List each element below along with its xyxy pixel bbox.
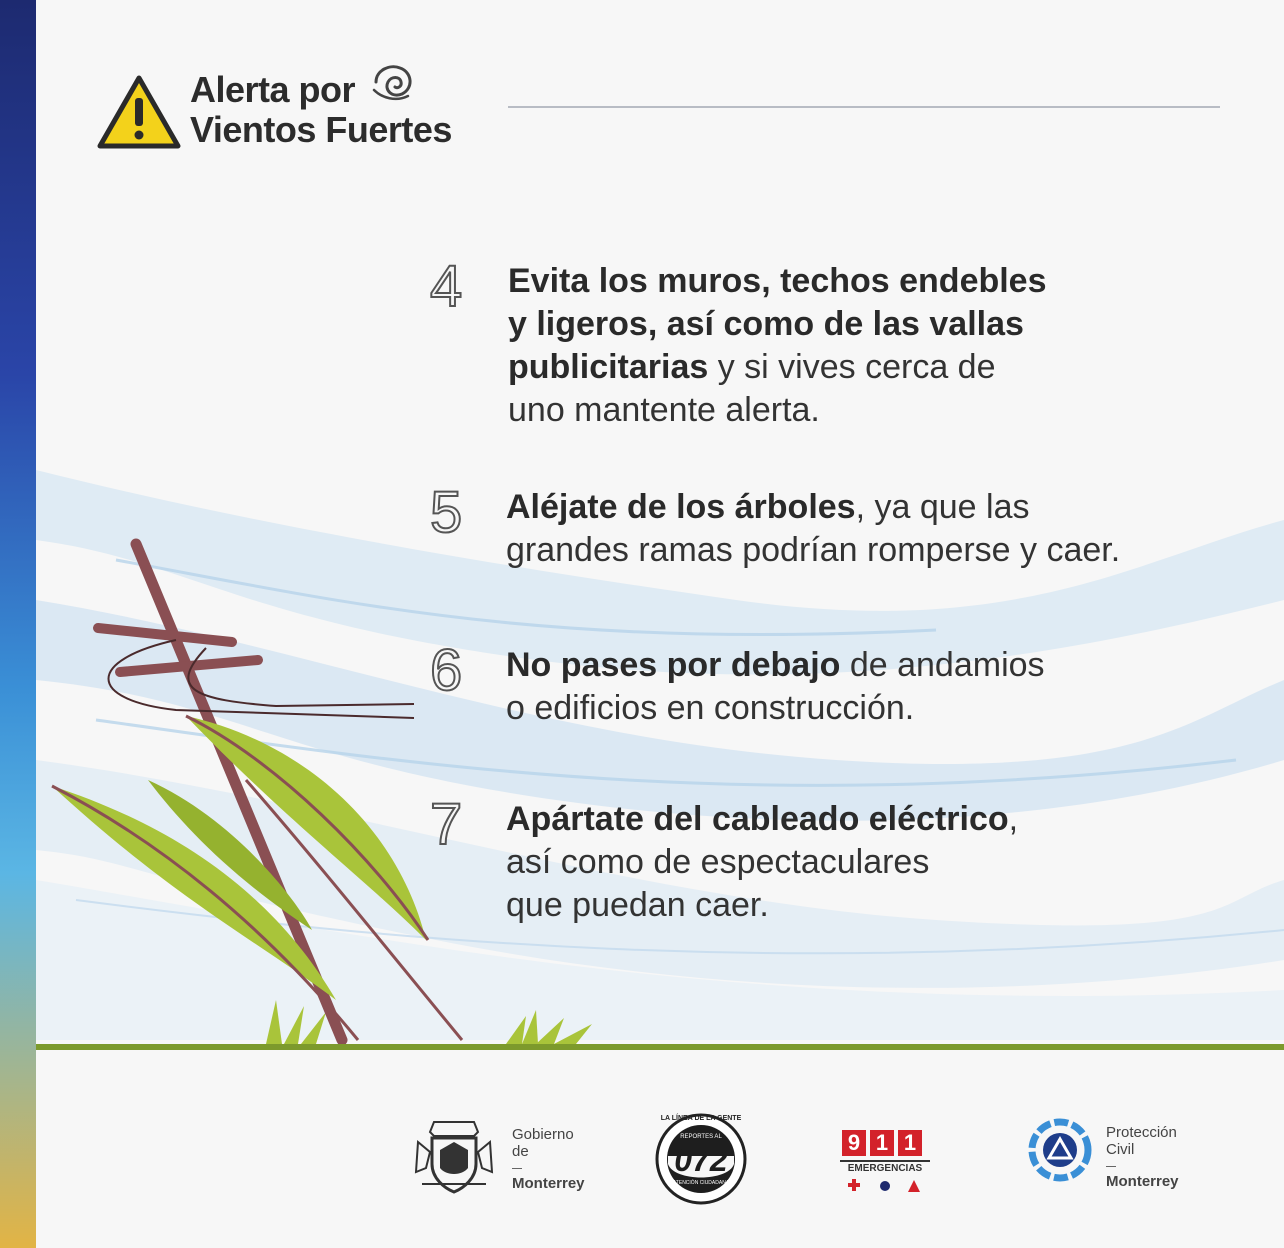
digit-9: 9 <box>842 1130 866 1156</box>
title-line-1: Alerta por <box>190 69 356 110</box>
tip-plain-text: grandes ramas podrían romperse y caer. <box>506 531 1121 569</box>
emergencias-label: EMERGENCIAS <box>847 1163 923 1174</box>
proteccion-text <box>1106 1124 1216 1190</box>
alert-header <box>96 62 1226 162</box>
tip-6 <box>430 638 1230 742</box>
tip-text <box>506 798 1018 927</box>
gobierno-monterrey-logo <box>412 1112 602 1202</box>
linea-top-text: REPORTES AL <box>680 1134 722 1140</box>
header-divider <box>508 106 1220 108</box>
proteccion-line-2: Civil <box>1106 1141 1135 1158</box>
gobierno-divider <box>512 1168 522 1169</box>
warning-triangle-icon <box>96 74 182 150</box>
wind-background-illustration <box>36 0 1284 1248</box>
tip-bold-text: Evita los muros, techos endebles <box>508 262 1047 300</box>
gobierno-line-2: de <box>512 1143 529 1160</box>
tip-number: 5 <box>430 480 463 545</box>
tip-plain-text: , ya que las <box>855 488 1030 526</box>
tip-bold-text: y ligeros, así como de las vallas <box>508 305 1024 343</box>
gradient-side-bar <box>0 0 36 1248</box>
tip-text <box>508 260 1047 432</box>
tip-7 <box>430 792 1230 936</box>
tip-plain-text: de andamios <box>840 646 1045 684</box>
linea-072-logo <box>654 1112 748 1206</box>
tip-bold-text: Apártate del cableado eléctrico <box>506 800 1009 838</box>
tip-5 <box>430 480 1250 584</box>
tip-bold-text: No pases por debajo <box>506 646 841 684</box>
gobierno-text <box>512 1126 602 1192</box>
gobierno-line-1: Gobierno <box>512 1126 574 1143</box>
ground-line <box>36 1044 1284 1050</box>
title-line-2: Vientos Fuertes <box>190 109 452 150</box>
emergencias-911-logo <box>840 1130 930 1200</box>
linea-number: 072 <box>674 1142 728 1178</box>
tip-4 <box>430 254 1230 438</box>
emergencias-divider <box>840 1160 930 1162</box>
tip-plain-text: , <box>1008 800 1019 838</box>
tip-number: 4 <box>430 254 463 319</box>
tip-text <box>506 486 1120 572</box>
footer-logos <box>400 1100 1230 1210</box>
emergency-services-icons <box>844 1178 926 1194</box>
tip-plain-text: que puedan caer. <box>506 886 769 924</box>
tip-bold-text: Aléjate de los árboles <box>506 488 856 526</box>
tip-plain-text: así como de espectaculares <box>506 843 930 881</box>
gobierno-line-3: Monterrey <box>512 1175 585 1192</box>
proteccion-civil-icon <box>1028 1118 1092 1182</box>
digit-1: 1 <box>898 1130 922 1156</box>
wind-spiral-icon <box>372 62 418 102</box>
proteccion-line-1: Protección <box>1106 1124 1177 1141</box>
tip-plain-text: uno mantente alerta. <box>508 391 820 429</box>
tip-number: 6 <box>430 638 463 703</box>
digit-1: 1 <box>870 1130 894 1156</box>
monterrey-coat-of-arms-icon <box>412 1112 496 1196</box>
tip-plain-text: o edificios en construcción. <box>506 689 915 727</box>
proteccion-civil-logo <box>1028 1112 1228 1202</box>
tip-plain-text: y si vives cerca de <box>708 348 996 386</box>
tip-bold-text: publicitarias <box>508 348 709 386</box>
proteccion-divider <box>1106 1166 1116 1167</box>
emergencias-digits <box>842 1130 922 1156</box>
proteccion-line-3: Monterrey <box>1106 1173 1179 1190</box>
tip-number: 7 <box>430 792 463 857</box>
tip-text <box>506 644 1045 730</box>
linea-bottom-text: ATENCIÓN CIUDADANA <box>672 1180 730 1186</box>
linea-arc-text: LA LÍNEA DE LA GENTE <box>660 1115 742 1122</box>
